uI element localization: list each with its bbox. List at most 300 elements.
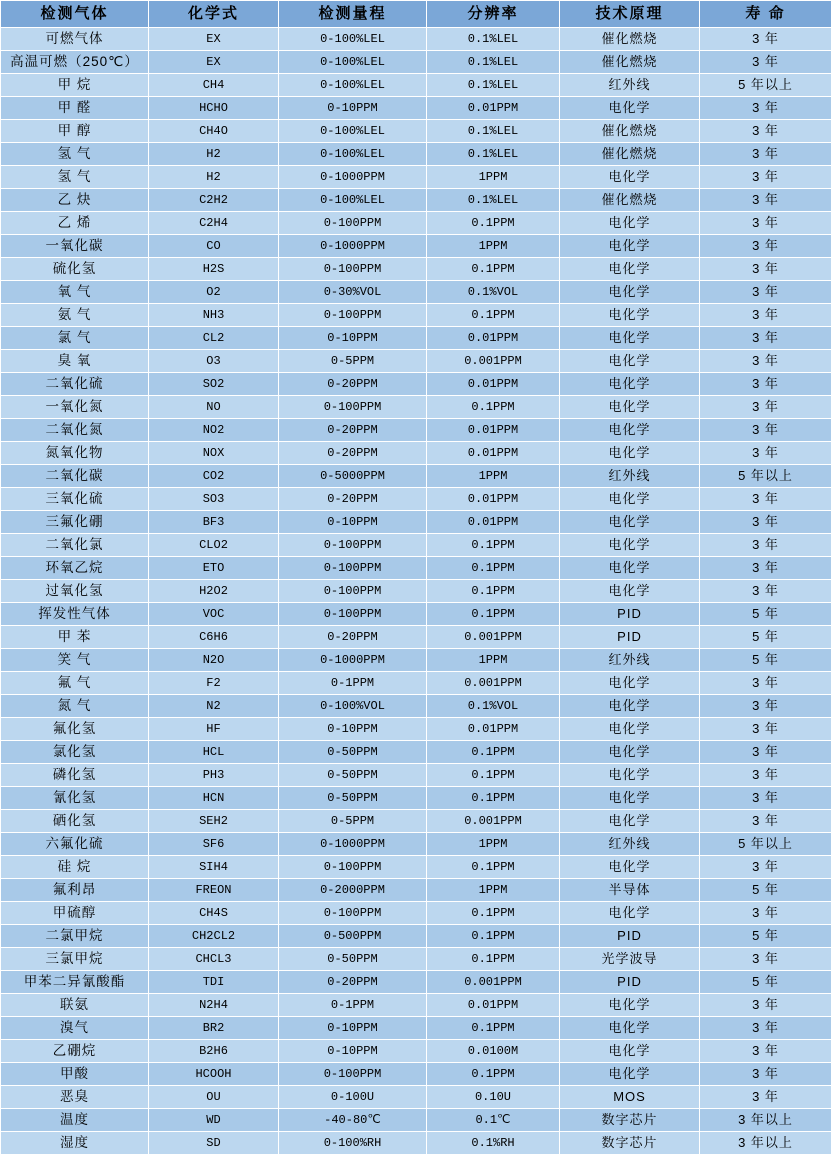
cell-range: 0-20PPM bbox=[279, 488, 427, 511]
cell-resolution: 0.1PPM bbox=[427, 764, 560, 787]
cell-lifetime: 3 年 bbox=[700, 856, 831, 879]
cell-range: 0-20PPM bbox=[279, 419, 427, 442]
cell-gas-name: 氢 气 bbox=[1, 143, 149, 166]
table-row bbox=[1, 419, 831, 442]
cell-principle: 红外线 bbox=[560, 465, 700, 488]
table-row bbox=[1, 948, 831, 971]
cell-resolution: 0.1PPM bbox=[427, 258, 560, 281]
cell-formula: CHCL3 bbox=[149, 948, 279, 971]
cell-formula: F2 bbox=[149, 672, 279, 695]
cell-range: 0-1000PPM bbox=[279, 235, 427, 258]
table-row bbox=[1, 856, 831, 879]
column-header-principle: 技术原理 bbox=[560, 1, 700, 28]
table-row bbox=[1, 304, 831, 327]
cell-gas-name: 甲 醇 bbox=[1, 120, 149, 143]
cell-lifetime: 3 年 bbox=[700, 166, 831, 189]
cell-gas-name: 氨 气 bbox=[1, 304, 149, 327]
table-row bbox=[1, 74, 831, 97]
cell-gas-name: 氟化氢 bbox=[1, 718, 149, 741]
cell-range: 0-1PPM bbox=[279, 672, 427, 695]
cell-gas-name: 三氟化硼 bbox=[1, 511, 149, 534]
cell-resolution: 0.1%VOL bbox=[427, 281, 560, 304]
cell-lifetime: 3 年 bbox=[700, 442, 831, 465]
cell-gas-name: 甲硫醇 bbox=[1, 902, 149, 925]
cell-lifetime: 3 年 bbox=[700, 1063, 831, 1086]
cell-resolution: 0.001PPM bbox=[427, 672, 560, 695]
cell-resolution: 0.1PPM bbox=[427, 1017, 560, 1040]
cell-range: 0-100%VOL bbox=[279, 695, 427, 718]
cell-resolution: 0.1%LEL bbox=[427, 51, 560, 74]
cell-range: 0-1000PPM bbox=[279, 649, 427, 672]
cell-lifetime: 3 年 bbox=[700, 120, 831, 143]
table-row bbox=[1, 212, 831, 235]
cell-principle: 电化学 bbox=[560, 304, 700, 327]
cell-principle: 电化学 bbox=[560, 212, 700, 235]
cell-gas-name: 氢 气 bbox=[1, 166, 149, 189]
table-row bbox=[1, 235, 831, 258]
table-row bbox=[1, 534, 831, 557]
cell-range: 0-100%LEL bbox=[279, 189, 427, 212]
cell-range: 0-5000PPM bbox=[279, 465, 427, 488]
cell-formula: FREON bbox=[149, 879, 279, 902]
cell-resolution: 0.0100M bbox=[427, 1040, 560, 1063]
cell-principle: 电化学 bbox=[560, 258, 700, 281]
cell-principle: 电化学 bbox=[560, 419, 700, 442]
cell-gas-name: 六氟化硫 bbox=[1, 833, 149, 856]
cell-range: 0-100PPM bbox=[279, 603, 427, 626]
table-body bbox=[1, 28, 831, 1155]
cell-gas-name: 氯 气 bbox=[1, 327, 149, 350]
cell-lifetime: 3 年 bbox=[700, 718, 831, 741]
cell-gas-name: 硒化氢 bbox=[1, 810, 149, 833]
cell-lifetime: 3 年 bbox=[700, 810, 831, 833]
cell-range: 0-20PPM bbox=[279, 373, 427, 396]
cell-principle: 电化学 bbox=[560, 902, 700, 925]
cell-range: 0-50PPM bbox=[279, 741, 427, 764]
cell-range: 0-100PPM bbox=[279, 212, 427, 235]
cell-range: 0-2000PPM bbox=[279, 879, 427, 902]
cell-principle: 电化学 bbox=[560, 281, 700, 304]
cell-resolution: 0.1PPM bbox=[427, 948, 560, 971]
cell-lifetime: 5 年 bbox=[700, 649, 831, 672]
table-header bbox=[1, 1, 831, 28]
cell-lifetime: 5 年以上 bbox=[700, 465, 831, 488]
cell-principle: 电化学 bbox=[560, 580, 700, 603]
cell-resolution: 0.01PPM bbox=[427, 488, 560, 511]
cell-gas-name: 二氯甲烷 bbox=[1, 925, 149, 948]
cell-range: 0-1000PPM bbox=[279, 833, 427, 856]
cell-range: 0-100PPM bbox=[279, 902, 427, 925]
cell-principle: 电化学 bbox=[560, 327, 700, 350]
table-row bbox=[1, 764, 831, 787]
cell-formula: CH4S bbox=[149, 902, 279, 925]
cell-lifetime: 3 年 bbox=[700, 373, 831, 396]
table-row bbox=[1, 120, 831, 143]
cell-principle: 催化燃烧 bbox=[560, 189, 700, 212]
cell-gas-name: 氧 气 bbox=[1, 281, 149, 304]
cell-lifetime: 3 年 bbox=[700, 741, 831, 764]
cell-formula: C2H2 bbox=[149, 189, 279, 212]
table-row bbox=[1, 603, 831, 626]
cell-lifetime: 3 年 bbox=[700, 258, 831, 281]
cell-resolution: 1PPM bbox=[427, 235, 560, 258]
cell-formula: H2O2 bbox=[149, 580, 279, 603]
cell-principle: 电化学 bbox=[560, 396, 700, 419]
cell-lifetime: 3 年 bbox=[700, 51, 831, 74]
cell-resolution: 0.1%RH bbox=[427, 1132, 560, 1155]
cell-lifetime: 3 年 bbox=[700, 28, 831, 51]
cell-principle: 红外线 bbox=[560, 649, 700, 672]
cell-principle: 红外线 bbox=[560, 833, 700, 856]
table-row bbox=[1, 373, 831, 396]
cell-principle: 催化燃烧 bbox=[560, 28, 700, 51]
cell-range: 0-10PPM bbox=[279, 718, 427, 741]
cell-formula: CH4 bbox=[149, 74, 279, 97]
cell-lifetime: 3 年 bbox=[700, 534, 831, 557]
cell-principle: 光学波导 bbox=[560, 948, 700, 971]
table-row bbox=[1, 442, 831, 465]
table-row bbox=[1, 143, 831, 166]
cell-principle: 电化学 bbox=[560, 672, 700, 695]
cell-gas-name: 臭 氧 bbox=[1, 350, 149, 373]
cell-range: 0-10PPM bbox=[279, 1017, 427, 1040]
cell-lifetime: 3 年 bbox=[700, 695, 831, 718]
table-row bbox=[1, 925, 831, 948]
cell-principle: 电化学 bbox=[560, 741, 700, 764]
cell-gas-name: 溴气 bbox=[1, 1017, 149, 1040]
table-row bbox=[1, 1109, 831, 1132]
cell-gas-name: 恶臭 bbox=[1, 1086, 149, 1109]
cell-lifetime: 5 年 bbox=[700, 603, 831, 626]
cell-resolution: 0.1PPM bbox=[427, 557, 560, 580]
cell-range: 0-10PPM bbox=[279, 511, 427, 534]
table-row bbox=[1, 672, 831, 695]
cell-formula: TDI bbox=[149, 971, 279, 994]
cell-gas-name: 氟 气 bbox=[1, 672, 149, 695]
cell-formula: WD bbox=[149, 1109, 279, 1132]
cell-principle: 电化学 bbox=[560, 166, 700, 189]
cell-range: 0-20PPM bbox=[279, 971, 427, 994]
cell-principle: 催化燃烧 bbox=[560, 51, 700, 74]
cell-principle: 电化学 bbox=[560, 373, 700, 396]
cell-lifetime: 3 年 bbox=[700, 327, 831, 350]
cell-formula: N2O bbox=[149, 649, 279, 672]
cell-resolution: 0.001PPM bbox=[427, 971, 560, 994]
table-row bbox=[1, 557, 831, 580]
column-header-gas-name: 检测气体 bbox=[1, 1, 149, 28]
cell-formula: N2 bbox=[149, 695, 279, 718]
cell-range: 0-100PPM bbox=[279, 1063, 427, 1086]
cell-range: -40-80℃ bbox=[279, 1109, 427, 1132]
cell-range: 0-100PPM bbox=[279, 534, 427, 557]
cell-principle: 电化学 bbox=[560, 1063, 700, 1086]
cell-formula: HCN bbox=[149, 787, 279, 810]
cell-principle: 电化学 bbox=[560, 350, 700, 373]
table-row bbox=[1, 833, 831, 856]
cell-principle: 电化学 bbox=[560, 1040, 700, 1063]
cell-gas-name: 氟利昂 bbox=[1, 879, 149, 902]
cell-gas-name: 环氧乙烷 bbox=[1, 557, 149, 580]
cell-resolution: 0.01PPM bbox=[427, 327, 560, 350]
cell-gas-name: 三氯甲烷 bbox=[1, 948, 149, 971]
cell-range: 0-100PPM bbox=[279, 856, 427, 879]
cell-formula: H2 bbox=[149, 143, 279, 166]
cell-lifetime: 5 年 bbox=[700, 879, 831, 902]
table-row bbox=[1, 1132, 831, 1155]
cell-gas-name: 挥发性气体 bbox=[1, 603, 149, 626]
cell-principle: 电化学 bbox=[560, 488, 700, 511]
cell-gas-name: 甲苯二异氰酸酯 bbox=[1, 971, 149, 994]
cell-range: 0-100%LEL bbox=[279, 120, 427, 143]
table-row bbox=[1, 1086, 831, 1109]
cell-lifetime: 3 年 bbox=[700, 212, 831, 235]
cell-resolution: 1PPM bbox=[427, 465, 560, 488]
table-row bbox=[1, 396, 831, 419]
cell-formula: H2 bbox=[149, 166, 279, 189]
cell-gas-name: 乙 炔 bbox=[1, 189, 149, 212]
cell-range: 0-10PPM bbox=[279, 1040, 427, 1063]
cell-formula: CLO2 bbox=[149, 534, 279, 557]
cell-principle: 电化学 bbox=[560, 1017, 700, 1040]
table-row bbox=[1, 994, 831, 1017]
cell-principle: MOS bbox=[560, 1086, 700, 1109]
cell-gas-name: 一氧化氮 bbox=[1, 396, 149, 419]
cell-lifetime: 3 年 bbox=[700, 143, 831, 166]
cell-resolution: 1PPM bbox=[427, 833, 560, 856]
cell-formula: OU bbox=[149, 1086, 279, 1109]
cell-range: 0-20PPM bbox=[279, 442, 427, 465]
table-header-row bbox=[1, 1, 831, 28]
cell-formula: EX bbox=[149, 28, 279, 51]
table-row bbox=[1, 718, 831, 741]
cell-formula: HF bbox=[149, 718, 279, 741]
cell-lifetime: 3 年 bbox=[700, 189, 831, 212]
cell-resolution: 0.001PPM bbox=[427, 350, 560, 373]
table-row bbox=[1, 28, 831, 51]
cell-resolution: 0.1PPM bbox=[427, 902, 560, 925]
cell-lifetime: 5 年 bbox=[700, 925, 831, 948]
cell-resolution: 0.001PPM bbox=[427, 626, 560, 649]
cell-formula: SD bbox=[149, 1132, 279, 1155]
cell-resolution: 1PPM bbox=[427, 879, 560, 902]
cell-resolution: 0.01PPM bbox=[427, 419, 560, 442]
cell-resolution: 0.01PPM bbox=[427, 373, 560, 396]
cell-formula: O3 bbox=[149, 350, 279, 373]
cell-lifetime: 3 年 bbox=[700, 350, 831, 373]
cell-formula: B2H6 bbox=[149, 1040, 279, 1063]
cell-lifetime: 5 年以上 bbox=[700, 833, 831, 856]
cell-range: 0-100PPM bbox=[279, 396, 427, 419]
cell-range: 0-10PPM bbox=[279, 97, 427, 120]
cell-range: 0-100PPM bbox=[279, 304, 427, 327]
cell-principle: 电化学 bbox=[560, 695, 700, 718]
cell-principle: 催化燃烧 bbox=[560, 120, 700, 143]
cell-lifetime: 5 年以上 bbox=[700, 74, 831, 97]
cell-lifetime: 3 年 bbox=[700, 304, 831, 327]
cell-resolution: 0.01PPM bbox=[427, 97, 560, 120]
cell-lifetime: 3 年 bbox=[700, 396, 831, 419]
cell-principle: 电化学 bbox=[560, 787, 700, 810]
table-row bbox=[1, 465, 831, 488]
cell-lifetime: 3 年 bbox=[700, 97, 831, 120]
cell-lifetime: 3 年 bbox=[700, 488, 831, 511]
cell-formula: BF3 bbox=[149, 511, 279, 534]
cell-resolution: 0.1℃ bbox=[427, 1109, 560, 1132]
cell-principle: 电化学 bbox=[560, 810, 700, 833]
column-header-formula: 化学式 bbox=[149, 1, 279, 28]
cell-range: 0-100%LEL bbox=[279, 51, 427, 74]
cell-resolution: 0.1PPM bbox=[427, 304, 560, 327]
table-row bbox=[1, 488, 831, 511]
cell-resolution: 0.1PPM bbox=[427, 856, 560, 879]
cell-resolution: 0.1PPM bbox=[427, 396, 560, 419]
cell-lifetime: 3 年 bbox=[700, 902, 831, 925]
cell-gas-name: 硫化氢 bbox=[1, 258, 149, 281]
cell-lifetime: 3 年 bbox=[700, 281, 831, 304]
cell-gas-name: 甲酸 bbox=[1, 1063, 149, 1086]
cell-formula: H2S bbox=[149, 258, 279, 281]
cell-gas-name: 二氧化氯 bbox=[1, 534, 149, 557]
column-header-lifetime: 寿 命 bbox=[700, 1, 831, 28]
cell-resolution: 0.1%LEL bbox=[427, 189, 560, 212]
cell-range: 0-50PPM bbox=[279, 764, 427, 787]
cell-gas-name: 联氨 bbox=[1, 994, 149, 1017]
table-row bbox=[1, 810, 831, 833]
cell-range: 0-50PPM bbox=[279, 948, 427, 971]
cell-gas-name: 二氧化氮 bbox=[1, 419, 149, 442]
cell-formula: SEH2 bbox=[149, 810, 279, 833]
table-row bbox=[1, 51, 831, 74]
cell-lifetime: 3 年 bbox=[700, 1086, 831, 1109]
cell-resolution: 0.01PPM bbox=[427, 718, 560, 741]
table-row bbox=[1, 166, 831, 189]
cell-range: 0-100PPM bbox=[279, 258, 427, 281]
table-row bbox=[1, 695, 831, 718]
cell-lifetime: 3 年 bbox=[700, 1017, 831, 1040]
table-row bbox=[1, 327, 831, 350]
cell-principle: PID bbox=[560, 603, 700, 626]
cell-lifetime: 5 年 bbox=[700, 626, 831, 649]
cell-gas-name: 氮 气 bbox=[1, 695, 149, 718]
cell-range: 0-100%LEL bbox=[279, 74, 427, 97]
cell-range: 0-100PPM bbox=[279, 557, 427, 580]
table-row bbox=[1, 189, 831, 212]
table-row bbox=[1, 787, 831, 810]
cell-formula: O2 bbox=[149, 281, 279, 304]
cell-resolution: 0.01PPM bbox=[427, 442, 560, 465]
cell-gas-name: 笑 气 bbox=[1, 649, 149, 672]
cell-resolution: 0.1%LEL bbox=[427, 28, 560, 51]
cell-formula: N2H4 bbox=[149, 994, 279, 1017]
cell-gas-name: 氰化氢 bbox=[1, 787, 149, 810]
table-row bbox=[1, 971, 831, 994]
cell-resolution: 0.001PPM bbox=[427, 810, 560, 833]
cell-principle: 数字芯片 bbox=[560, 1132, 700, 1155]
cell-formula: VOC bbox=[149, 603, 279, 626]
cell-resolution: 1PPM bbox=[427, 166, 560, 189]
cell-lifetime: 3 年以上 bbox=[700, 1132, 831, 1155]
cell-gas-name: 温度 bbox=[1, 1109, 149, 1132]
cell-lifetime: 3 年 bbox=[700, 1040, 831, 1063]
cell-resolution: 0.10U bbox=[427, 1086, 560, 1109]
cell-range: 0-5PPM bbox=[279, 810, 427, 833]
cell-gas-name: 氯化氢 bbox=[1, 741, 149, 764]
cell-resolution: 0.1PPM bbox=[427, 787, 560, 810]
cell-principle: PID bbox=[560, 626, 700, 649]
cell-resolution: 0.1PPM bbox=[427, 1063, 560, 1086]
cell-formula: NO2 bbox=[149, 419, 279, 442]
cell-formula: EX bbox=[149, 51, 279, 74]
cell-gas-name: 二氧化硫 bbox=[1, 373, 149, 396]
table-row bbox=[1, 350, 831, 373]
cell-lifetime: 3 年 bbox=[700, 580, 831, 603]
cell-principle: 电化学 bbox=[560, 235, 700, 258]
cell-gas-name: 乙 烯 bbox=[1, 212, 149, 235]
cell-lifetime: 3 年以上 bbox=[700, 1109, 831, 1132]
cell-principle: PID bbox=[560, 971, 700, 994]
cell-range: 0-1PPM bbox=[279, 994, 427, 1017]
cell-range: 0-500PPM bbox=[279, 925, 427, 948]
cell-lifetime: 3 年 bbox=[700, 948, 831, 971]
table-row bbox=[1, 258, 831, 281]
cell-principle: 电化学 bbox=[560, 557, 700, 580]
cell-resolution: 0.1PPM bbox=[427, 534, 560, 557]
cell-resolution: 0.1PPM bbox=[427, 580, 560, 603]
cell-resolution: 0.1PPM bbox=[427, 925, 560, 948]
cell-lifetime: 3 年 bbox=[700, 419, 831, 442]
cell-formula: NO bbox=[149, 396, 279, 419]
cell-gas-name: 乙硼烷 bbox=[1, 1040, 149, 1063]
cell-principle: 电化学 bbox=[560, 718, 700, 741]
cell-formula: CH4O bbox=[149, 120, 279, 143]
column-header-resolution: 分辨率 bbox=[427, 1, 560, 28]
cell-lifetime: 3 年 bbox=[700, 235, 831, 258]
column-header-range: 检测量程 bbox=[279, 1, 427, 28]
cell-resolution: 1PPM bbox=[427, 649, 560, 672]
cell-formula: CO bbox=[149, 235, 279, 258]
table-row bbox=[1, 511, 831, 534]
cell-gas-name: 氮氧化物 bbox=[1, 442, 149, 465]
table-row bbox=[1, 97, 831, 120]
cell-lifetime: 3 年 bbox=[700, 764, 831, 787]
cell-principle: 电化学 bbox=[560, 534, 700, 557]
cell-gas-name: 高温可燃（250℃） bbox=[1, 51, 149, 74]
cell-principle: 电化学 bbox=[560, 764, 700, 787]
table-row bbox=[1, 626, 831, 649]
cell-principle: 红外线 bbox=[560, 74, 700, 97]
cell-resolution: 0.1%LEL bbox=[427, 120, 560, 143]
cell-formula: CH2CL2 bbox=[149, 925, 279, 948]
cell-lifetime: 3 年 bbox=[700, 994, 831, 1017]
cell-range: 0-100%RH bbox=[279, 1132, 427, 1155]
cell-principle: PID bbox=[560, 925, 700, 948]
cell-formula: BR2 bbox=[149, 1017, 279, 1040]
cell-gas-name: 二氧化碳 bbox=[1, 465, 149, 488]
cell-gas-name: 甲 醛 bbox=[1, 97, 149, 120]
cell-lifetime: 3 年 bbox=[700, 787, 831, 810]
table-row bbox=[1, 741, 831, 764]
cell-range: 0-5PPM bbox=[279, 350, 427, 373]
table-row bbox=[1, 580, 831, 603]
cell-gas-name: 湿度 bbox=[1, 1132, 149, 1155]
cell-principle: 电化学 bbox=[560, 442, 700, 465]
cell-gas-name: 甲 苯 bbox=[1, 626, 149, 649]
cell-gas-name: 磷化氢 bbox=[1, 764, 149, 787]
cell-range: 0-10PPM bbox=[279, 327, 427, 350]
cell-resolution: 0.1PPM bbox=[427, 212, 560, 235]
cell-formula: C6H6 bbox=[149, 626, 279, 649]
cell-gas-name: 过氧化氢 bbox=[1, 580, 149, 603]
